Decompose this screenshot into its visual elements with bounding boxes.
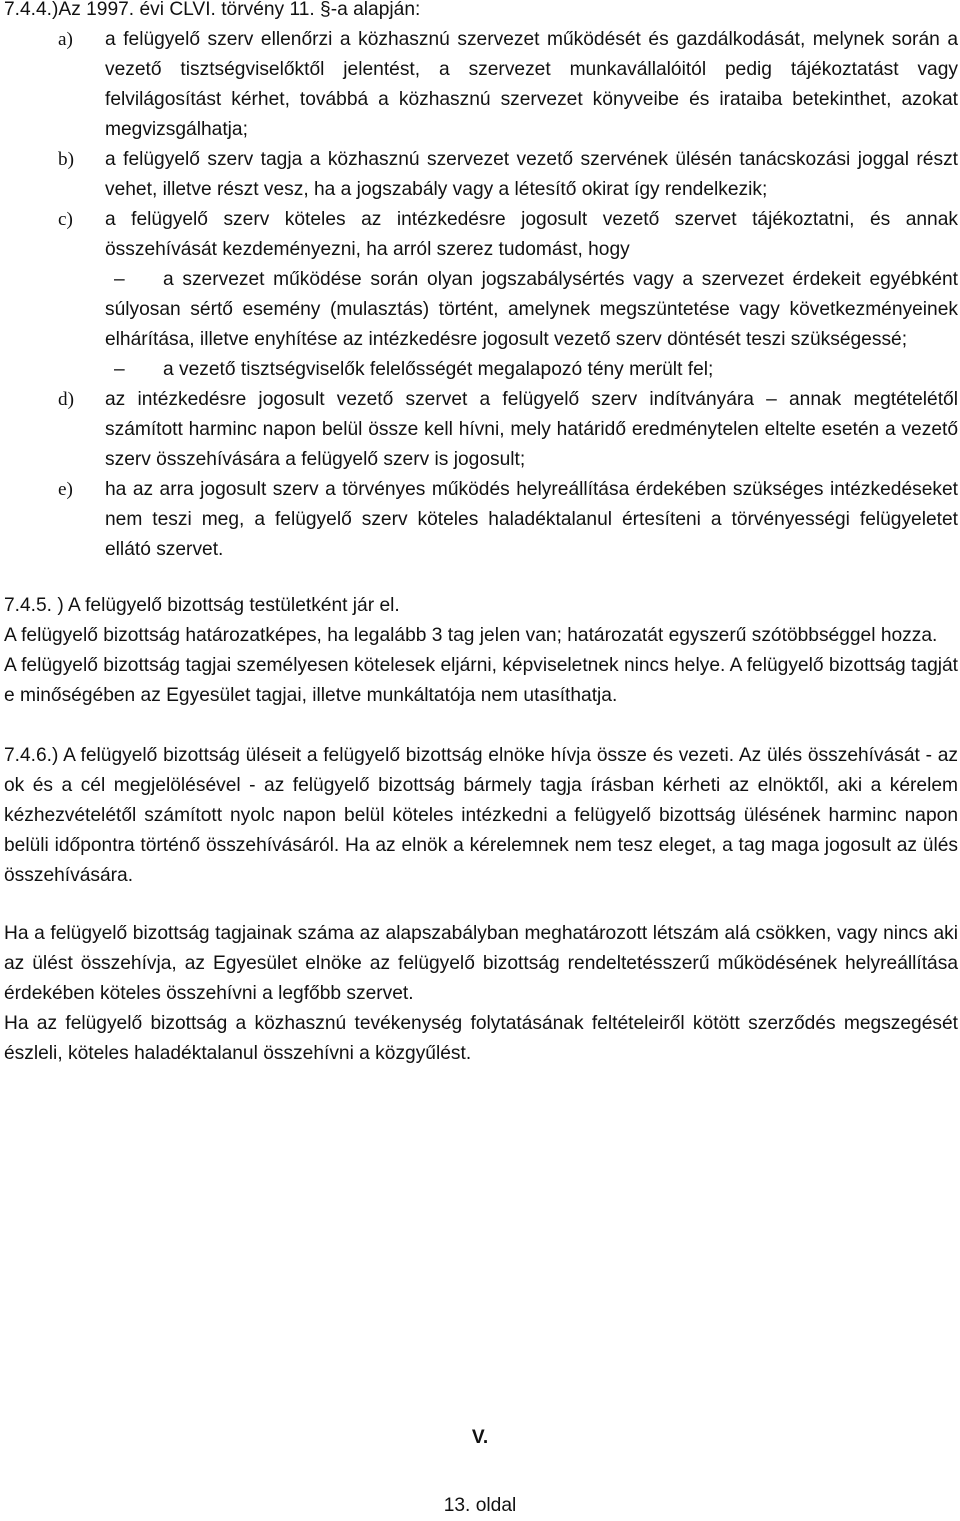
dash-marker: – <box>114 269 125 290</box>
sub-item-text: a szervezet működése során olyan jogszabálysértés vagy a szervezet érdekeit egyébként súlyosan sértő esemény (mulasztás) történt, amelynek megszüntetése vagy következményeinek elhárítása, illetve enyhítése az intézkedésre jogosult vezető szerv döntését teszi szükségessé; <box>105 269 958 350</box>
list-item-text: a felügyelő szerv tagja a közhasznú szervezet vezető szervének ülésén tanácskozási joggal részt vehet, illetve részt vesz, ha a jogszabály vagy a létesítő okirat így rendelkezik; <box>105 149 958 200</box>
list-item-b <box>4 145 958 205</box>
list-item-text: a felügyelő szerv ellenőrzi a közhasznú szervezet működését és gazdálkodását, melynek során a vezető tisztségviselőktől jelentést, a szervezet munkavállalóitól pedig tájékoztatást vagy felvilágosítást kérhet, továbbá a közhasznú szervezet könyveibe és irataiba betekinthet, azokat megvizsgálhatja; <box>105 29 958 140</box>
list-item-text: ha az arra jogosult szerv a törvényes működés helyreállítása érdekében szükséges intézkedéseket nem teszi meg, a felügyelő szerv köteles haladéktalanul értesíteni a törvényességi felügyeletet ellátó szervet. <box>105 479 958 560</box>
list-marker: d) <box>58 389 74 410</box>
section-7-4-4-heading: 7.4.4.)Az 1997. évi CLVI. törvény 11. §-a alapján: <box>4 0 421 20</box>
document-page <box>4 0 958 1069</box>
sub-item-1 <box>4 265 958 355</box>
list-marker: e) <box>58 479 73 500</box>
sub-item-text: a vezető tisztségviselők felelősségét megalapozó tény merült fel; <box>163 359 714 380</box>
chapter-heading: V. <box>471 1427 489 1448</box>
paragraph: A felügyelő bizottság határozatképes, ha legalább 3 tag jelen van; határozatát egyszerű szótöbbséggel hozza. <box>4 625 938 646</box>
list-marker: a) <box>58 29 73 50</box>
list-item-c <box>4 205 958 265</box>
list-item-text: a felügyelő szerv köteles az intézkedésre jogosult vezető szervet tájékoztatni, és annak összehívását kezdeményezni, ha arról szerez tudomást, hogy <box>105 209 958 260</box>
list-item-text: az intézkedésre jogosult vezető szervet a felügyelő szerv indítványára – annak megtételétől számított harminc napon belül össze kell hívni, mely határidő eredménytelen eltelte esetén a vezető szerv összehívására a felügyelő szerv is jogosult; <box>105 389 958 470</box>
section-7-4-5-heading: 7.4.5. ) A felügyelő bizottság testületként jár el. <box>4 595 400 616</box>
paragraph: A felügyelő bizottság tagjai személyesen kötelesek eljárni, képviseletnek nincs helye. A felügyelő bizottság tagját e minőségében az Egyesület tagjai, illetve munkáltatója nem utasíthatja. <box>4 655 958 706</box>
section-7-4-6-paragraph: 7.4.6.) A felügyelő bizottság üléseit a felügyelő bizottság elnöke hívja össze és vezeti. Az ülés összehívását - az ok és a cél megjelölésével - az felügyelő bizottság bármely tagja írásban kérheti az elnöktől, aki a kérelem kézhezvételétől számított nyolc napon belül köteles intézkedni a felügyelő bizottság ülésének harminc napon belüli időpontra történő összehívásáról. Ha az elnök a kérelemnek nem tesz eleget, a tag maga jogosult az ülés összehívására. <box>4 745 958 886</box>
page-number: 13. oldal <box>443 1495 517 1516</box>
list-marker: b) <box>58 149 74 170</box>
list-item-e <box>4 475 958 565</box>
paragraph: Ha az felügyelő bizottság a közhasznú tevékenység folytatásának feltételeiről kötött szerződés megszegését észleli, köteles haladéktalanul összehívni a közgyűlést. <box>4 1013 958 1064</box>
paragraph: Ha a felügyelő bizottság tagjainak száma az alapszabályban meghatározott létszám alá csökken, vagy nincs aki az ülést összehívja, az Egyesület elnöke az felügyelő bizottság rendeltetésszerű működésének helyreállítása érdekében köteles összehívni a legfőbb szervet. <box>4 923 958 1004</box>
list-item-a <box>4 25 958 145</box>
sub-item-2 <box>4 355 958 385</box>
dash-marker: – <box>114 359 125 380</box>
list-marker: c) <box>58 209 73 230</box>
list-item-d <box>4 385 958 475</box>
